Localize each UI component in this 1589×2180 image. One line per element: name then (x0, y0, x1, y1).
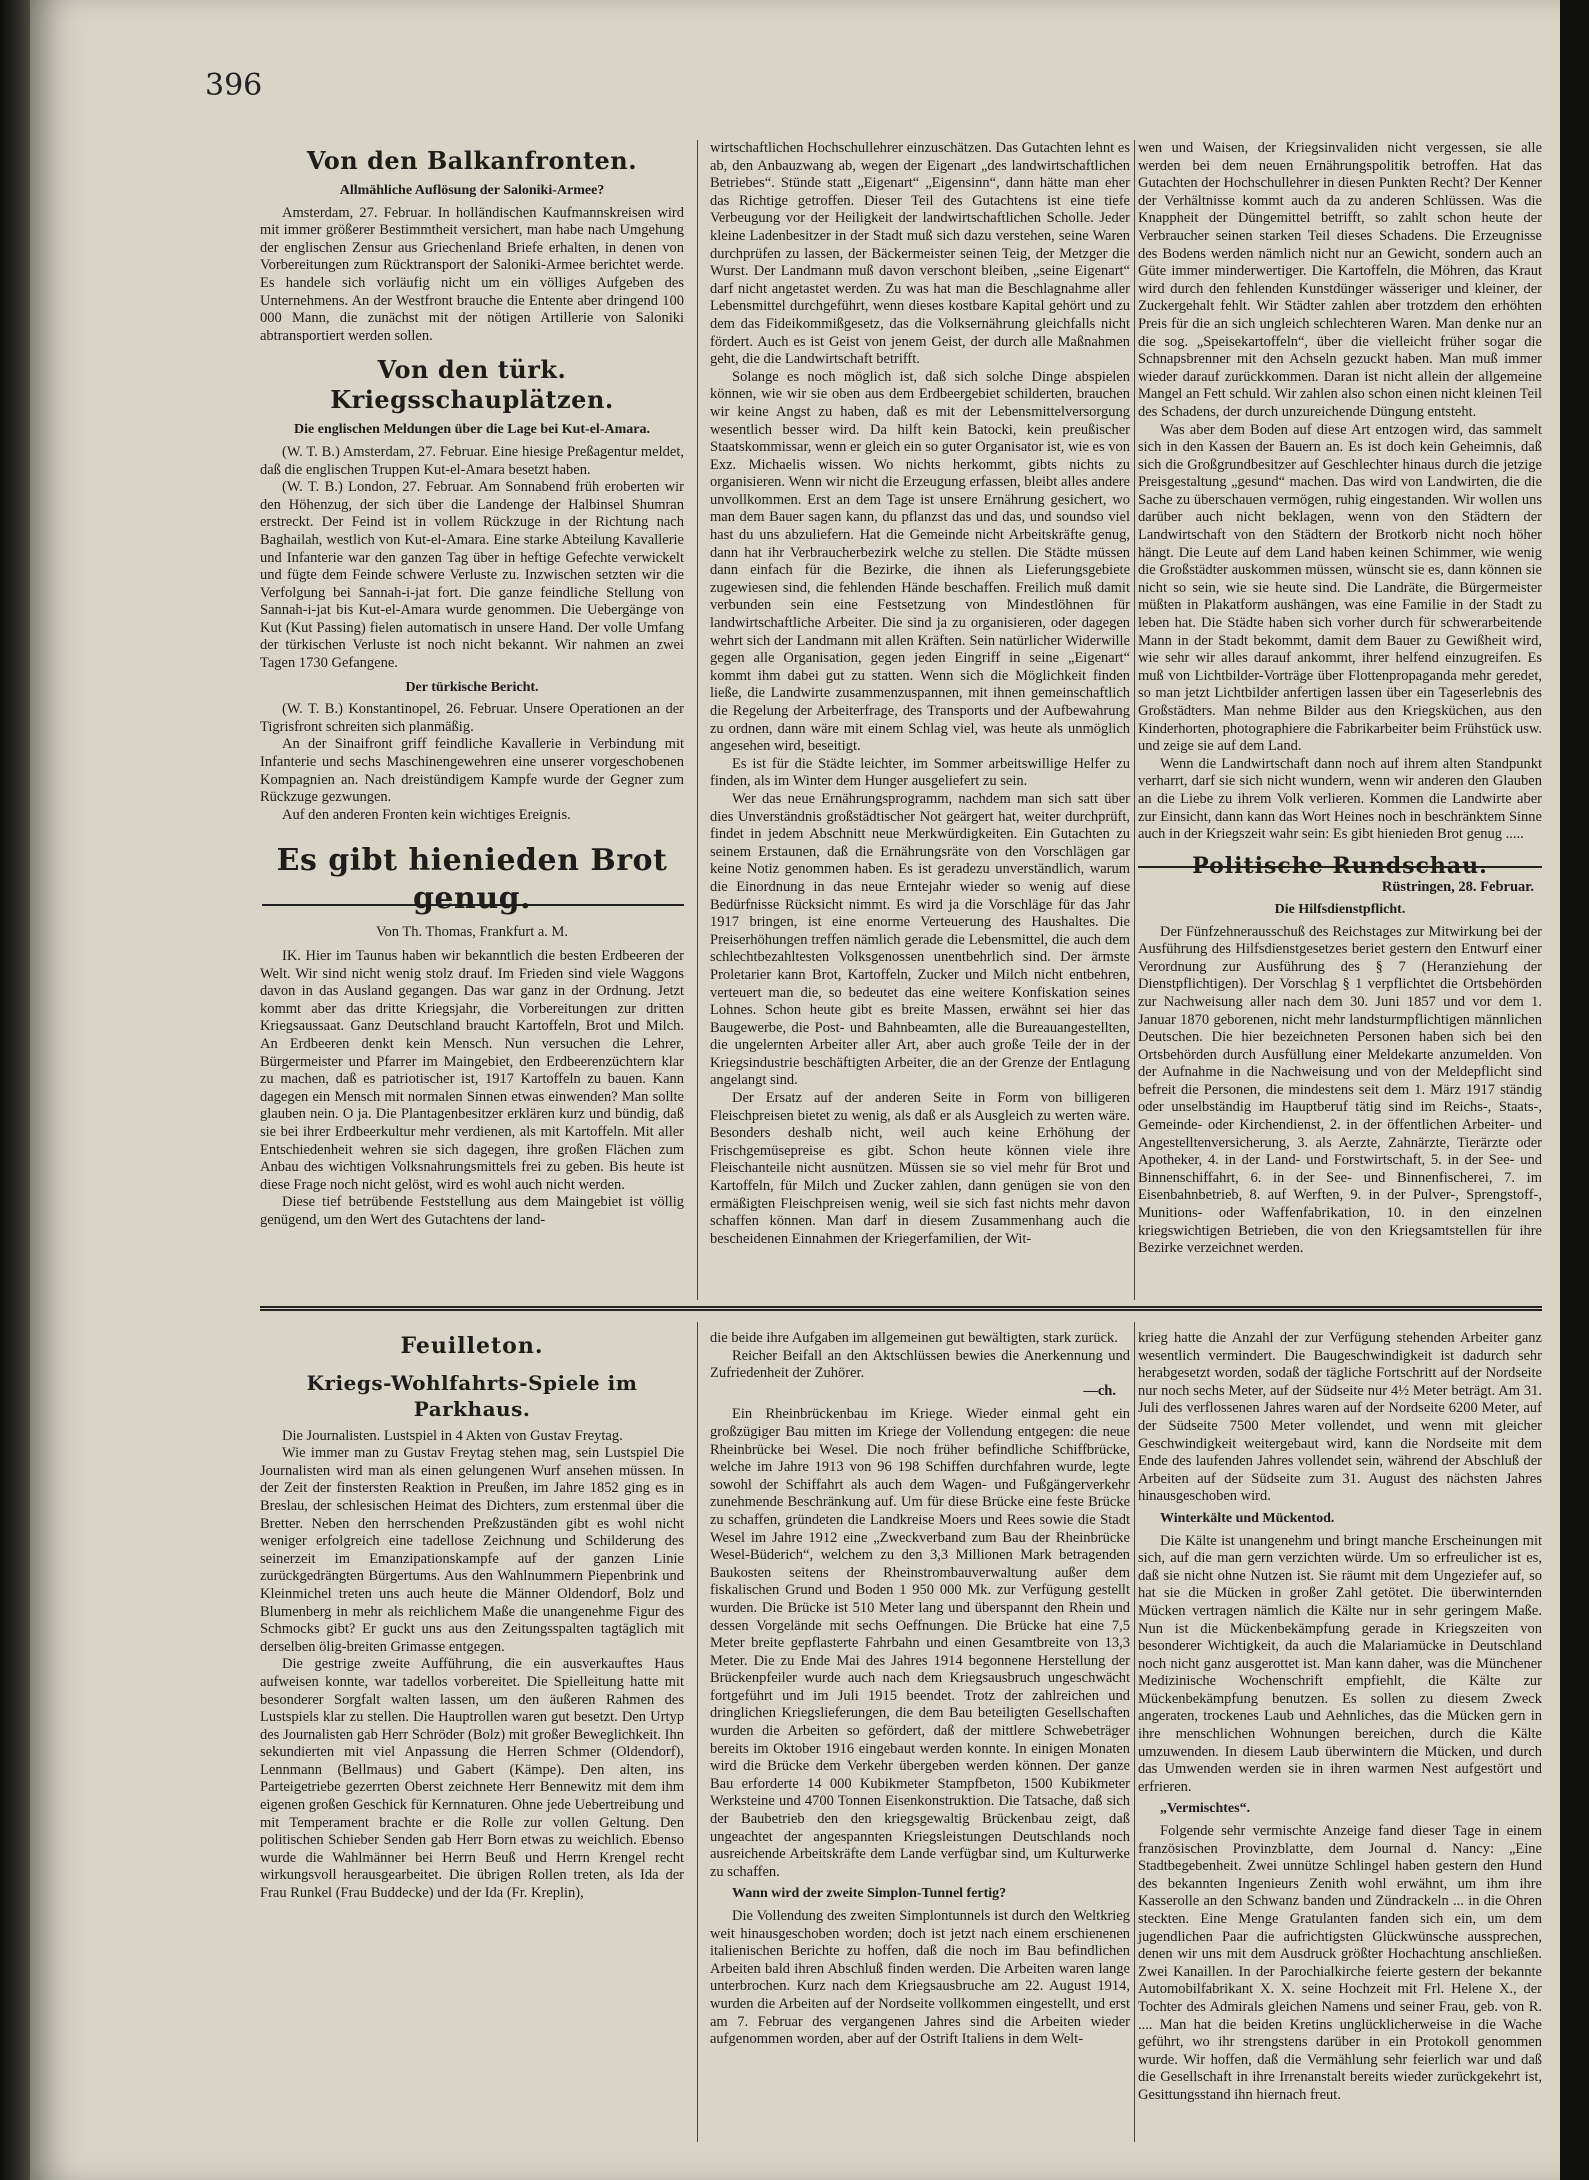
column-rule-3 (697, 1322, 698, 2142)
byline-thomas: Von Th. Thomas, Frankfurt a. M. (375, 924, 569, 941)
article-paragraph: An der Sinaifront griff feindliche Kavallerie in Verbindung mit Infanterie und sechs Maschinengewehren eine unserer vorgeschobenen Kompagnien an. Nach dreistündigem Kampfe wurde der Gegner zum Rückzuge gezwungen. (260, 736, 684, 806)
section-politische-rundschau: Politische Rundschau. (1192, 852, 1488, 879)
article-paragraph: IK. Hier im Taunus haben wir bekanntlich die besten Erdbeeren der Welt. Wir sind nicht wenig stolz drauf. Im Frieden sind viele Waggons davon in das Ausland gegangen. Das war ganz in der Ordnung. Jetzt kommt aber das dritte Kriegsjahr, die Vorbereitungen zur dritten Kriegsaussaat. Ganz Deutschland braucht Kartoffeln, Brot und Milch. An Erdbeeren denkt kein Mensch. Nun versuchen die Lehrer, Bürgermeister und Pfarrer im Maingebiet, den Erdbeerenzüchtern klar zu machen, daß es patriotischer ist, 1917 Kartoffeln zu bauen. Kann dagegen ein Mensch mit normalen Sinnen etwas einwenden? Man sollte glauben nein. O ja. Die Plantagenbesitzer erklären kurz und bündig, daß sie bei ihrer Erdbeerkultur mehr verdienen, als mit Kartoffeln. Mit aller Entschiedenheit wehren sie sich dagegen, ihre großen Flächen zum Anbau des wichtigen Volksnahrungsmittels frei zu geben. Bis heute ist diese Frage noch nicht gelöst, wird es wohl auch nicht werden. (260, 948, 684, 1193)
page-number: 396 (205, 68, 263, 103)
subhead-tuerkische-bericht: Der türkische Bericht. (405, 679, 539, 695)
article-paragraph: Wer das neue Ernährungsprogramm, nachdem man sich satt über dies Unverständnis großstädtischer Not geärgert hat, weiter durchprüft, findet in jedem Abschnitt neue Merkwürdigkeiten. Ein Gutachten zu seinem Erstaunen, daß die Ernährungsräte von den Vorschlägen gar keine Notiz genommen haben. Es ist geradezu unverständlich, warum die Einordnung in das neue Erntejahr wieder so wenig auf diese Bedürfnisse Rücksicht nimmt. Es wird ja die Vorschläge für das Jahr 1917 bringen, ist eine enorme Verteuerung des Haushaltes. Die Preiserhöhungen treffen nämlich gerade die Lebensmittel, die auch dem schlechtbezahltesten Volksgenossen unentbehrlich sind. Der ärmste Proletarier kann Brot, Kartoffeln, Zucker und Milch nicht entbehren, verteuert man die, so bedeutet das eine weitere Konfiskation seines Lohnes. Schon heute gibt es breite Massen, erwähnt sei hier das Baugewerbe, die Post- und Bahnbeamten, alle die Bureauangestellten, die ungelernten Arbeiter aller Art, aber auch große Teile der in der Kriegsindustrie beschäftigten Arbeiter, die an der Grenze der Entlagung angelangt sind. (710, 790, 1130, 1089)
dateline-ruestringen: Rüstringen, 28. Februar. (1381, 879, 1534, 896)
article-paragraph: Die Kälte ist unangenehm und bringt manche Erscheinungen mit sich, auf die man gern verzichten würde. Um so erfreulicher ist es, daß sie nicht ohne Nutzen ist. Sie räumt mit dem Ungeziefer auf, so hat sie die Mücken in großer Zahl getötet. Die überwinternden Mücken vertragen nämlich die Kälte nur in sehr geringem Maße. Nun ist die Mückenbekämpfung gerade in Kriegszeiten von besonderer Wichtigkeit, da auch die Malariamücke in Deutschland noch nicht ganz ausgerottet ist. Man kann daher, was die Münchener Medizinische Wochenschrift empfiehlt, die Kälte zur Mückenbekämpfung benutzen. Es sollen zu diesem Zweck angeraten, trockenes Laub und Aehnliches, das die Mücken gern in ihre menschlichen Wohnungen bereichen, durch die Kälte umzuwenden. In diesem Laub überwintern die Mücken, und durch das Umwenden werden sie in ihren warmen Nest aufgestört und erfrieren. (1138, 1532, 1542, 1795)
article-paragraph: (W. T. B.) Konstantinopel, 26. Februar. Unsere Operationen an der Tigrisfront schreiten sich planmäßig. (260, 701, 684, 735)
article-paragraph: Wie immer man zu Gustav Freytag stehen mag, sein Lustspiel Die Journalisten wird man als einen gelungenen Wurf ansehen müssen. In der Zeit der finstersten Reaktion in Preußen, im Jahre 1852 ging es in Breslau, der schlesischen Heimat des Dichters, zum erstenmal über die Bretter. Neben den herrschenden Preßzuständen gibt es wohl nicht weniger erfolgreich eine tadellose Zeichnung und Schilderung des seinerzeit im Emanzipationskampfe auf der ganzen Linie zurückgedrängten Bürgertums. Aus den Wahlnummern Piepenbrink und Kleinmichel treten uns auch heute die Männer Oldendorf, Bolz und Blumenberg in mehr als reichlichem Maße die unangenehme Figur des Schmocks gibt? Er guckt uns aus den Zeitungsspalten tagtäglich mit derselben ölig-breiten Grimasse entgegen. (260, 1445, 684, 1655)
subhead-hilfsdienstpflicht: Die Hilfsdienstpflicht. (1274, 901, 1406, 917)
subhead-winterkaelte: Winterkälte und Mückentod. (1160, 1510, 1335, 1526)
headline-brot-genug: Es gibt hienieden Brot genug. (276, 843, 668, 917)
section-feuilleton: Feuilleton. (400, 1333, 544, 1359)
article-paragraph: Die Journalisten. Lustspiel in 4 Akten von Gustav Freytag. (282, 1427, 623, 1444)
subhead-kut-el-amara: Die englischen Meldungen über die Lage bei Kut-el-Amara. (294, 422, 650, 438)
feuilleton-column-1 (260, 1330, 684, 1903)
feuilleton-divider (260, 1306, 1542, 1311)
article-paragraph: Der Ersatz auf der anderen Seite in Form von billigeren Fleischpreisen bietet zu wenig, als daß er als Ausgleich zu werten wäre. Besonders deshalb nicht, weil auch keine Erhöhung der Frischgemüsepreise es gibt. Schon heute können viele ihre Fleischanteile nicht ausnützen. Müssen sie so viel mehr für Brot und Kartoffeln, für Milch und Zucker zahlen, dann genügen sie von den ermäßigten Fleischpreisen wenig, weil sie sich fast nichts mehr davon schaffen können. Man darf in diesem Zusammenhang auch die bescheidenen Einnahmen der Kriegerfamilien, der Wit- (710, 1090, 1130, 1247)
article-paragraph: die beide ihre Aufgaben im allgemeinen gut bewältigten, stark zurück. (710, 1330, 1118, 1346)
feuilleton-column-3 (1138, 1330, 1542, 2105)
feuilleton-column-2 (710, 1330, 1130, 2049)
article-paragraph: (W. T. B.) London, 27. Februar. Am Sonnabend früh eroberten wir den Höhenzug, der sich über die Landenge der Halbinsel Shumran erstreckt. Der Feind ist in vollem Rückzuge in der Richtung nach Baghailah, westlich von Kut-el-Amara. Eine starke Abteilung Kavallerie und Infanterie war den ganzen Tag über in heftige Gefechte verwickelt und fügte dem Feinde schwere Verluste zu. Inzwischen setzten wir die Verfolgung bei Sannah-i-jat fort. Die ganze feindliche Stellung von Sannah-i-jat bis Kut-el-Amara wurde genommen. Die Uebergänge von Kut (Kut Passing) fielen automatisch in unsere Hand. Der volle Umfang der türkischen Verluste ist noch nicht bekannt. Wir nahmen an zwei Tagen 1730 Gefangene. (260, 479, 684, 672)
book-binding-edge (0, 0, 30, 2180)
article-paragraph: wirtschaftlichen Hochschullehrer einzuschätzen. Das Gutachten lehnt es ab, den Anbauzwang ab, wegen der Eigenart „des landwirtschaftlichen Betriebes“. Stünde statt „Eigenart“ „Eigensinn“, dann hätte man eher das Richtige getroffen. Dieser Teil des Gutachtens ist eine tiefe Verbeugung vor der Heiligkeit der landwirtschaftlichen Scholle. Jeder kleine Ladenbesitzer in der Stadt muß sich dazu verstehen, seine Waren durchprüfen zu lassen, der Bäckermeister seinen Teig, der Metzger die Wurst. Der Landmann muß davon verschont bleiben, „seine Eigenart“ darf nicht angetastet werden. Zu was hat man die Beschlagnahme aller Lebensmittel durchgeführt, wenn dieses kostbare Kapital gehört und zu dem das Fideikommißgesetz, das die Volksernährung gleichfalls nicht fördert. Auch es ist Geist von jenem Geist, der durch alle Maßnahmen geht, die die Landwirtschaft betrifft. (710, 140, 1130, 368)
column-2 (710, 140, 1130, 1248)
article-paragraph: Die Vollendung des zweiten Simplontunnels ist durch den Weltkrieg weit hinausgeschoben worden; doch ist jetzt nach einem erschienenen italienischen Berichte zu hoffen, daß die noch im Bau befindlichen Arbeiten bald ihren Abschluß finden werden. Die Arbeiten waren lange unterbrochen. Kurz nach dem Kriegsausbruche am 22. August 1914, wurden die Arbeiten auf der Nordseite vollkommen eingestellt, und erst am 7. Februar des vergangenen Jahres sind die Arbeiten wieder aufgenommen worden, aber auf der Ostrift Italiens in dem Welt- (710, 1908, 1130, 2048)
article-paragraph: Auf den anderen Fronten kein wichtiges Ereignis. (282, 806, 571, 823)
article-paragraph: Amsterdam, 27. Februar. In holländischen Kaufmannskreisen wird mit immer größerer Bestimmtheit versichert, man habe nach Umgehung der englischen Zensur aus Griechenland Briefe erhalten, in denen von Vorbereitungen zum Rücktransport der Saloniki-Armee berichtet werde. Es handele sich vorläufig nicht um ein völliges Aufgeben des Unternehmens. An der Westfront brauche die Entente aber dringend 100 000 Mann, die zunächst mit der nötigen Artillerie von Saloniki abtransportiert werden sollen. (260, 204, 684, 344)
signature-ch: —ch. (1083, 1382, 1116, 1399)
article-paragraph: Ein Rheinbrückenbau im Kriege. Wieder einmal geht ein großzügiger Bau mitten im Kriege der Vollendung entgegen: die neue Rheinbrücke bei Wesel. Die noch früher befindliche Schiffbrücke, welche im Jahre 1913 von 96 198 Schiffen durchfahren wurde, legte sowohl der Schiffahrt als auch dem Wagen- und Fußgängerverkehr zunehmende Beschränkung auf. Um für diese Brücke eine feste Brücke zu schaffen, gründeten die Landkreise Moers und Rees sowie die Stadt Wesel im Jahre 1912 eine „Zweckverband zum Bau der Rheinbrücke Wesel-Büderich“, welchem zu den 3,3 Millionen Mark betragenden Baukosten seitens der Rheinstrombauverwaltung außer dem fiskalischen Grund und Boden 1 950 000 Mk. zur Verfügung gestellt wurden. Die Brücke ist 510 Meter lang und überspannt den Rhein und dessen Vorgelände mit sechs Oeffnungen. Die Brücke hat eine 7,5 Meter breite gepflasterte Fahrbahn und einen Gesamtbreite von 13,3 Meter. Die zu Ende Mai des Jahres 1914 begonnene Herstellung der Brückenpfeiler wurde auch nach dem Kriegsausbruch ungeschwächt fortgeführt und im Juli 1915 beendet. Trotz der zahlreichen und dringlichen Kriegslieferungen, die dem Bau beteiligten Gesellschaften wurden die Arbeiten so gefördert, daß der mittlere Schwebeträger bereits im Oktober 1916 eingebaut werden konnte. In einigen Monaten wird die Brücke dem Verkehr übergeben werden können. Der ganze Bau erforderte 14 000 Kubikmeter Stampfbeton, 1500 Kubikmeter Werksteine und 4700 Tonnen Eisenkonstruktion. Die Tatsache, daß sich der Baubetrieb den den kriegsgewaltig Brückenbau zeigt, daß ungeachtet der angespannten Kriegsleistungen Deutschlands noch ausreichende Arbeitskräfte dem Lande verfügbar sind, um Kulturwerke zu schaffen. (710, 1406, 1130, 1880)
article-paragraph: krieg hatte die Anzahl der zur Verfügung stehenden Arbeiter ganz wesentlich vermindert. Die Baugeschwindigkeit ist dadurch sehr herabgesetzt worden, sodaß der tägliche Fortschritt auf der Nordseite nur noch sechs Meter, auf der Südseite nur 4½ Meter beträgt. Am 31. Juli des verflossenen Jahres waren auf der Nordseite 6200 Meter, auf der Südseite 7500 Meter vollendet, und wenn mit gleicher Geschwindigkeit weitergebaut wird, kann die Nordseite mit dem Ende des laufenden Jahres vollendet sein, während der Abschluß der Arbeiten auf der Südseite zum 31. August des nächsten Jahres hinausgeschoben wird. (1138, 1330, 1542, 1505)
article-paragraph: Folgende sehr vermischte Anzeige fand dieser Tage in einem französischen Provinzblatte, dem Journal d. Nancy: „Eine Stadtbegebenheit. Zwei unnütze Schlingel haben gestern den Hund des bekannten Ingenieurs Zenith wohl erwähnt, um ihm ihre Kasserolle an den Schwanz banden und Zündrackeln ... in die Ohren steckten. Eine Menge Gratulanten fanden sich ein, um dem jugendlichen Paar die aufrichtigsten Glückwünsche aussprechen, denen wir uns mit dem Ausdruck größter Hochachtung anschließen. Zwei Kanaillen. In der Parochialkirche feierte gestern der bekannte Automobilfabrikant X. X. seine Hochzeit mit Frl. Helene X., der Tochter des Admirals gleichen Namens und seiner Frau, geb. von R. .... Man hat die beiden Kretins unglücklicherweise in die Wache geführt, wo ihr strengstens darüber in ein Protokoll genommen wurde. Wir hoffen, daß die Vermählung sehr feierlich war und daß die Gesellschaft in ihre Irrenanstalt bereits wieder zurückgekehrt ist, Gesittungsstand ihn hiernach freut. (1138, 1823, 1542, 2103)
headline-tuerk-kriegsschauplaetze: Von den türk. Kriegsschauplätzen. (330, 355, 614, 415)
article-paragraph: Solange es noch möglich ist, daß sich solche Dinge abspielen können, wie wir sie oben aus dem Erdbeergebiet schilderten, brauchen wir keine Angst zu haben, daß es mit der Lebensmittelversorgung wesentlich besser wird. Da hilft kein Batocki, kein preußischer Staatskommissar, wenn er gleich ein so guter Organisator ist, wie es von Exz. Michaelis wissen. Wo nichts herkommt, gibts nichts zu organisieren. Wenn wir nicht die Erzeugung erfassen, bleibt alles andere unvollkommen. Erst an dem Tage ist unsere Ernährung gesichert, wo man dem Bauer sagen kann, du pflanzst das und das, und soundso viel hast du uns abzuliefern. Hat die Gemeinde nicht Arbeitskräfte genug, dann hat ihr Verbraucherbezirk welche zu stellen. Die Städte müssen dann einfach für die Bezirke, die ihnen als Lieferungsgebiete zugewiesen sind, die fehlenden Hände beschaffen. Freilich muß damit verbunden sein eine Festsetzung von Mindestlöhnen für landwirtschaftliche Arbeiter. Die sind ja zu organisieren, oder dagegen wehrt sich der Landmann mit allen Kräften. Sein natürlicher Widerwille gegen alle Organisation, gegen jeden Eingriff in seine „Eigenart“ kommt ihm dabei gut zu statten. Wenn sich die Möglichkeit finden ließe, die Landwirte zusammenzuspannen, mit ihnen gemeinschaftlich die Regelung der Arbeiterfrage, des Transports und der Aufbewahrung zu ordnen, dann wäre mit einem Schlag viel, was heute als unmöglich angesehen wird, beseitigt. (710, 368, 1130, 755)
article-paragraph: wen und Waisen, der Kriegsinvaliden nicht vergessen, sie alle werden bei dem neuen Ernährungspolitik betroffen. Hat das Gutachten der Hochschullehrer in diesen Punkten Recht? Der Kenner der Verhältnisse kommt auch da zu anderen Schlüssen. Was die Knappheit der Düngemittel betrifft, so zahlt schon heute der Verbraucher seinen starken Teil dieses Schadens. Die Erzeugnisse des Bodens werden nämlich nicht nur an Gewicht, sondern auch an Güte immer minderwertiger. Die Kartoffeln, die Möhren, das Kraut wird durch den fehlenden Kunstdünger wässeriger und kleiner, der Zuckergehalt fehlt. Wir Städter zahlen aber trotzdem den erhöhten Preis für die an sich ungleich schlechteren Waren. Man denke nur an die sog. „Speisekartoffeln“, über die vielleicht früher sogar die Schnapsbrenner mit den Achseln gezuckt haben. Man muß immer wieder darauf zurückkommen. Daran ist nicht allein der allgemeine Mangel an Fett schuld. Wir zahlen also schon einen nicht kleinen Teil des Schadens, der durch unzureichende Düngung entsteht. (1138, 140, 1542, 420)
subhead-saloniki: Allmähliche Auflösung der Saloniki-Armee? (339, 183, 605, 198)
article-paragraph: Wenn die Landwirtschaft dann noch auf ihrem alten Standpunkt verharrt, darf sie sich nicht wundern, wenn wir anderen den Glauben an die Liebe zu ihrem Volk verlieren. Kommen die Landwirte aber zur Einsicht, dann kann das Wort Heines noch in beschränktem Sinne auch in der Kriegszeit wahr sein: Es gibt hienieden Brot genug ..... (1138, 755, 1542, 843)
column-1 (260, 140, 684, 1230)
column-rule-1 (697, 140, 698, 1300)
column-rule-4 (1134, 1322, 1135, 2142)
column-rule-2 (1134, 140, 1135, 1300)
article-paragraph: Diese tief betrübende Feststellung aus dem Maingebiet ist völlig genügend, um den Wert des Gutachtens der land- (260, 1194, 684, 1228)
subhead-simplon-tunnel: Wann wird der zweite Simplon-Tunnel fertig? (732, 1886, 1007, 1902)
article-paragraph: Was aber dem Boden auf diese Art entzogen wird, das sammelt sich in den Kassen der Bauern an. Es ist doch kein Geheimnis, daß sich die Großgrundbesitzer auf Geschlechter hinaus durch die jetzige Preisgestaltung „gesund“ machen. Das wird von Landwirten, die die Sache zu überschauen vermögen, ruhig eingestanden. Wir wollen uns darüber auch nicht beklagen, wenn von den Städtern der Landwirtschaft von den Städtern der Brotkorb nicht noch höher hängt. Die Leute auf dem Land haben keinen Schimmer, wie wenig die Großstädter auskommen müssen, wünscht sie es, dann können sie nicht so sein, wie sie heute sind. Die Landräte, die Bürgermeister müßten in Plakatform aushängen, was eine Familie in der Stadt zu leben hat. Die Städte haben sich vorher durch für schwerarbeitende Mann in der Stadt bekommt, damit dem Bauer zu Gewißheit wird, wie sehr wir alles darauf ankommt, ihrer helfend einzugreifen. Es muß von Lichtbilder-Vorträge über Flottenpropaganda mehr geredet, so man jetzt Lichtbilder anfertigen lassen über ein Tageserlebnis des Großstädters. Man nehme Bilder aus den Kriegsküchen, aus den Kinderhorten, photographiere die Fabrikarbeiter beim Frühstück usw. und zeige sie auf dem Land. (1138, 421, 1542, 755)
article-paragraph: Es ist für die Städte leichter, im Sommer arbeitswillige Helfer zu finden, als im Winter dem Hunger ausgeliefert zu sein. (710, 755, 1130, 790)
article-paragraph: Reicher Beifall an den Aktschlüssen bewies die Anerkennung und Zufriedenheit der Zuhörer. (710, 1347, 1130, 1382)
column-3 (1138, 140, 1542, 1258)
article-paragraph: (W. T. B.) Amsterdam, 27. Februar. Eine hiesige Preßagentur meldet, daß die englischen Truppen Kut-el-Amara besetzt haben. (260, 443, 684, 478)
headline-wohlfahrts-spiele: Kriegs-Wohlfahrts-Spiele im Parkhaus. (306, 1370, 638, 1421)
scan-border-right (1560, 0, 1589, 2180)
headline-balkanfronten: Von den Balkanfronten. (306, 146, 638, 175)
subhead-vermischtes: „Vermischtes“. (1160, 1801, 1251, 1817)
article-paragraph: Die gestrige zweite Aufführung, die ein ausverkauftes Haus aufweisen konnte, war tadellos vorbereitet. Die Spielleitung hatte mit besonderer Sorgfalt walten lassen, um den äußeren Rahmen des Lustspiels klar zu stellen. Die Hauptrollen waren gut besetzt. Den Urtyp des Journalisten gab Herr Schröder (Bolz) mit großer Beweglichkeit. Ihn sekundierten mit viel Anpassung die Herren Schmer (Oldendorf), Lennmann (Bellmaus) und Gabert (Kämpe). Den alten, ins Parteigetriebe gezerrten Oberst zeichnete Herr Bennewitz mit dem ihm eigenen großen Geschick für Kernnaturen. Ohne jede Uebertreibung und mit Temperament brachte er die Rolle zur vollen Geltung. Den politischen Schieber Senden gab Herr Born etwas zu weichlich. Ebenso wurde die Wahlmänner bei Herrn Beuß und Herrn Krengel recht wirkungsvoll herausgearbeitet. Die übrigen Rollen treten, als Ida der Frau Runkel (Frau Buddecke) und der Ida (Fr. Kreplin), (260, 1656, 684, 1902)
article-paragraph: Der Fünfzehnerausschuß des Reichstages zur Mitwirkung bei der Ausführung des Hilfsdienstgesetzes beriet gestern den Entwurf einer Verordnung zur Ausführung des § 7 (Heranziehung der Dienstpflichtigen). Der Vorschlag § 1 verpflichtet die Ortsbehörden zur Nachweisung aller nach dem 30. Juni 1857 und vor dem 1. Januar 1870 geborenen, nicht mehr landsturmpflichtigen männlichen Deutschen. Die hier bezeichneten Personen haben sich bei den Ortsbehörden durch Ausfüllung einer Meldekarte anzumelden. Von der Aufnahme in die Nachweisung und von der Meldepflicht sind befreit die Personen, die mindestens seit dem 1. März 1917 ständig oder unselbständig im Hauptberuf tätig sind im Reichs-, Staats-, Gemeinde- oder Kirchendienst, 2. in der öffentlichen Arbeiter- und Angestelltenversicherung, 3. als Aerzte, Zahnärzte, Tierärzte oder Apotheker, 4. in der Land- und Forstwirtschaft, 5. in der See- und Binnenschiffahrt, 6. in der See- und Binnenfischerei, 7. im Eisenbahnbetrieb, 8. auf Werften, 9. in der Pulver-, Sprengstoff-, Munitions- oder Waffenfabrikation, 10. in den einzelnen kriegswichtigen Betrieben, die von den Kriegsamtstellen für ihre Bezirke verzeichnet werden. (1138, 923, 1542, 1257)
